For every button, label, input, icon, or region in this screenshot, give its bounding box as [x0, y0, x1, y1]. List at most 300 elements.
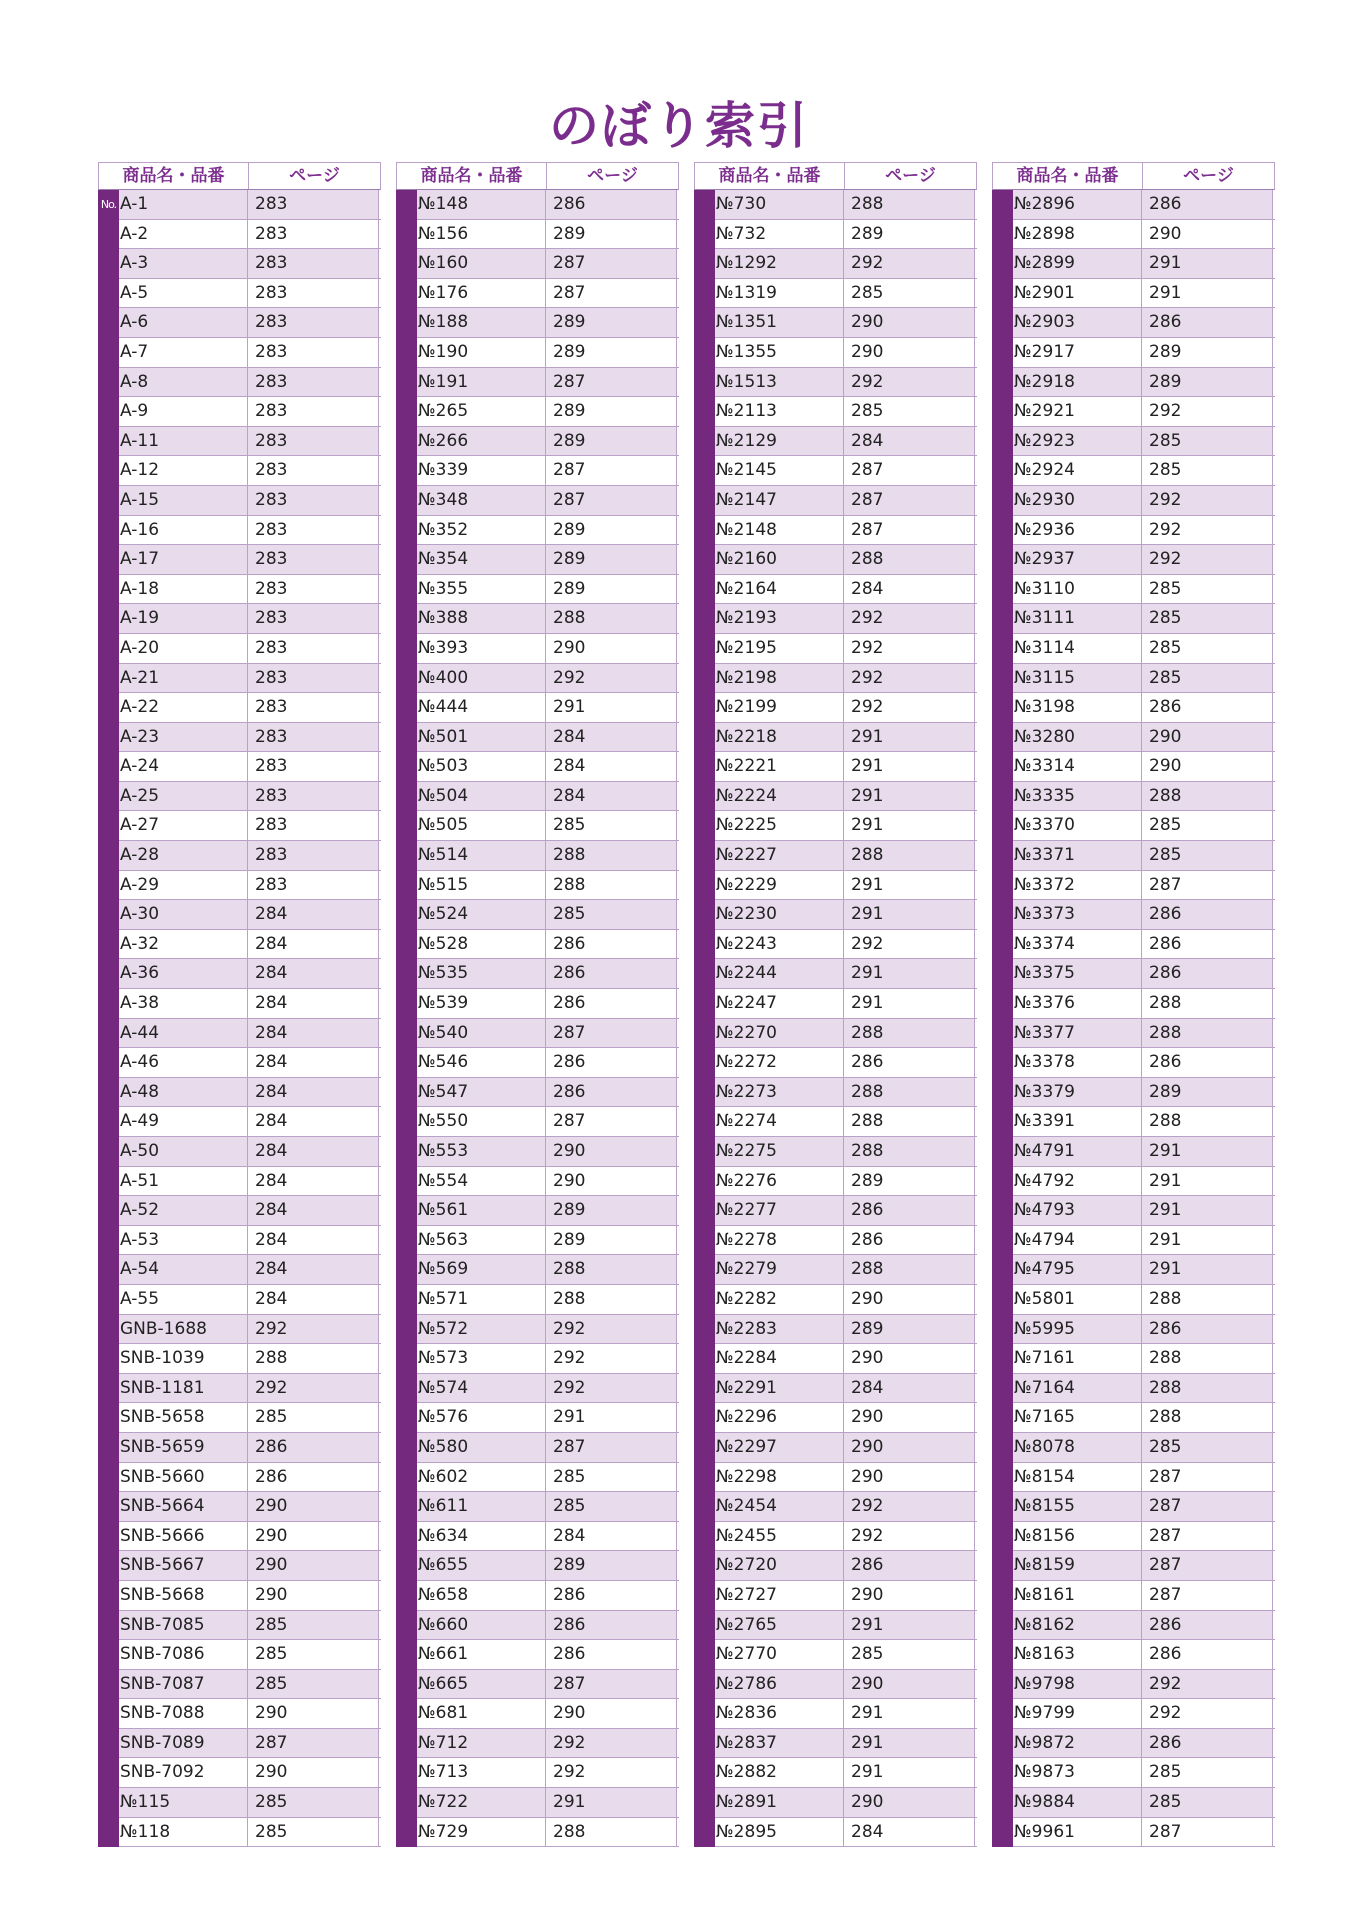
page-number-cell: 289 [546, 220, 677, 249]
table-row [98, 190, 381, 220]
page-number-cell: 289 [546, 1226, 677, 1255]
page-number-cell: 290 [248, 1581, 379, 1610]
table-row [396, 516, 679, 546]
product-code-cell: №115 [119, 1788, 248, 1817]
product-code-cell: №2296 [715, 1403, 844, 1432]
product-code-cell: SNB-5660 [119, 1463, 248, 1492]
page-number-cell: 284 [248, 1019, 379, 1048]
product-code-cell: №2145 [715, 456, 844, 485]
product-code-cell: №400 [417, 664, 546, 693]
page-number-cell: 290 [844, 1433, 975, 1462]
table-row [694, 1315, 977, 1345]
product-code-cell: №514 [417, 841, 546, 870]
table-row [396, 1196, 679, 1226]
table-row [396, 1403, 679, 1433]
page-number-cell: 292 [844, 664, 975, 693]
product-code-cell: №550 [417, 1107, 546, 1136]
page-number-cell: 285 [248, 1640, 379, 1669]
table-row [98, 693, 381, 723]
product-code-cell: №3378 [1013, 1048, 1142, 1077]
product-code-cell: №503 [417, 752, 546, 781]
page-number-cell: 291 [844, 959, 975, 988]
page-number-cell: 291 [844, 1729, 975, 1758]
page-number-cell: 283 [248, 220, 379, 249]
page-number-cell: 292 [546, 664, 677, 693]
product-code-cell: №2895 [715, 1818, 844, 1847]
table-row [396, 1463, 679, 1493]
table-row [98, 397, 381, 427]
product-code-cell: №2297 [715, 1433, 844, 1462]
table-row [396, 811, 679, 841]
page-number-cell: 292 [844, 604, 975, 633]
page-number-cell: 291 [844, 782, 975, 811]
table-row [694, 1107, 977, 1137]
page-number-cell: 288 [844, 1255, 975, 1284]
page-column-header: ページ [1183, 166, 1234, 186]
page-number-cell: 286 [1142, 1048, 1273, 1077]
table-row [98, 1315, 381, 1345]
product-code-cell: A-19 [119, 604, 248, 633]
page-column-header: ページ [885, 166, 936, 186]
table-row [992, 1226, 1275, 1256]
table-row [98, 220, 381, 250]
table-header [694, 162, 977, 190]
product-code-cell: №2282 [715, 1285, 844, 1314]
product-code-cell: №1292 [715, 249, 844, 278]
table-row [396, 397, 679, 427]
product-code-cell: №8156 [1013, 1522, 1142, 1551]
side-accent-bar [992, 190, 1013, 1847]
product-code-cell: №9799 [1013, 1699, 1142, 1728]
product-code-cell: A-15 [119, 486, 248, 515]
table-row [396, 1315, 679, 1345]
product-code-cell: SNB-5667 [119, 1551, 248, 1580]
table-row [694, 1492, 977, 1522]
page-number-cell: 283 [248, 871, 379, 900]
product-code-cell: №190 [417, 338, 546, 367]
page-number-cell: 285 [248, 1670, 379, 1699]
page-number-cell: 284 [248, 1078, 379, 1107]
table-row [98, 1699, 381, 1729]
table-row [396, 1226, 679, 1256]
product-code-cell: №2277 [715, 1196, 844, 1225]
product-code-cell: №2164 [715, 575, 844, 604]
table-row [98, 338, 381, 368]
table-row [98, 1758, 381, 1788]
product-code-cell: №2765 [715, 1611, 844, 1640]
product-code-cell: A-53 [119, 1226, 248, 1255]
page-number-cell: 287 [1142, 1818, 1273, 1847]
page-number-cell: 288 [546, 604, 677, 633]
page-number-cell: 285 [1142, 1758, 1273, 1787]
product-code-cell: №2770 [715, 1640, 844, 1669]
product-code-cell: №8078 [1013, 1433, 1142, 1462]
table-row [992, 1255, 1275, 1285]
product-code-cell: №156 [417, 220, 546, 249]
product-code-cell: №732 [715, 220, 844, 249]
page-number-cell: 290 [546, 1137, 677, 1166]
table-row [992, 427, 1275, 457]
table-row [396, 1581, 679, 1611]
table-row [396, 1551, 679, 1581]
page-number-cell: 292 [844, 249, 975, 278]
page-number-cell: 286 [1142, 930, 1273, 959]
page-number-cell: 290 [1142, 220, 1273, 249]
table-row [992, 1818, 1275, 1848]
product-code-cell: A-11 [119, 427, 248, 456]
table-row [694, 1285, 977, 1315]
product-code-cell: A-48 [119, 1078, 248, 1107]
table-row [694, 1078, 977, 1108]
table-row [98, 1581, 381, 1611]
product-code-cell: №2786 [715, 1670, 844, 1699]
page-number-cell: 287 [1142, 1551, 1273, 1580]
product-code-cell: №2227 [715, 841, 844, 870]
table-row [396, 634, 679, 664]
page-number-cell: 285 [1142, 427, 1273, 456]
page-number-cell: 283 [248, 545, 379, 574]
product-code-cell: №2921 [1013, 397, 1142, 426]
page-number-cell: 289 [546, 1196, 677, 1225]
page-number-cell: 287 [844, 456, 975, 485]
product-code-cell: №354 [417, 545, 546, 574]
page-number-cell: 283 [248, 841, 379, 870]
product-code-cell: №2896 [1013, 190, 1142, 219]
table-row [396, 249, 679, 279]
side-accent-bar [396, 190, 417, 1847]
table-row [694, 249, 977, 279]
product-code-cell: A-50 [119, 1137, 248, 1166]
product-code-cell: №191 [417, 368, 546, 397]
page-number-cell: 287 [1142, 1492, 1273, 1521]
product-code-cell: №2229 [715, 871, 844, 900]
page-number-cell: 291 [1142, 1226, 1273, 1255]
page-number-cell: 290 [1142, 752, 1273, 781]
table-row [98, 1551, 381, 1581]
page-number-cell: 287 [546, 249, 677, 278]
product-code-cell: №7165 [1013, 1403, 1142, 1432]
product-code-cell: №501 [417, 723, 546, 752]
product-code-cell: №2936 [1013, 516, 1142, 545]
table-row [396, 1107, 679, 1137]
product-code-cell: №9961 [1013, 1818, 1142, 1847]
page-number-cell: 284 [844, 1374, 975, 1403]
product-code-cell: №3375 [1013, 959, 1142, 988]
product-code-cell: №2278 [715, 1226, 844, 1255]
page-number-cell: 292 [1142, 1699, 1273, 1728]
page-number-cell: 291 [1142, 249, 1273, 278]
product-code-cell: SNB-7089 [119, 1729, 248, 1758]
page-number-cell: 286 [844, 1226, 975, 1255]
page-number-cell: 289 [1142, 338, 1273, 367]
side-accent-bar [98, 190, 119, 1847]
table-row [694, 486, 977, 516]
table-row [992, 1551, 1275, 1581]
page-number-cell: 289 [844, 220, 975, 249]
page-number-cell: 291 [1142, 1167, 1273, 1196]
table-row [396, 338, 679, 368]
page-number-cell: 288 [844, 545, 975, 574]
page-number-cell: 285 [1142, 811, 1273, 840]
page-number-cell: 285 [844, 1640, 975, 1669]
product-code-cell: №2247 [715, 989, 844, 1018]
table-row [694, 1581, 977, 1611]
page-number-cell: 289 [546, 397, 677, 426]
page-number-cell: 286 [1142, 1729, 1273, 1758]
page-number-cell: 291 [1142, 1137, 1273, 1166]
table-row [694, 545, 977, 575]
page-number-cell: 287 [546, 1019, 677, 1048]
product-code-cell: №2918 [1013, 368, 1142, 397]
table-row [98, 575, 381, 605]
product-code-cell: A-9 [119, 397, 248, 426]
product-code-cell: №2193 [715, 604, 844, 633]
product-code-cell: SNB-7085 [119, 1611, 248, 1640]
table-row [992, 811, 1275, 841]
table-row [694, 1433, 977, 1463]
table-row [98, 1255, 381, 1285]
table-row [694, 1344, 977, 1374]
table-row [98, 545, 381, 575]
page-number-cell: 283 [248, 486, 379, 515]
product-code-cell: №571 [417, 1285, 546, 1314]
page-number-cell: 283 [248, 634, 379, 663]
product-code-cell: №9884 [1013, 1788, 1142, 1817]
product-code-cell: №569 [417, 1255, 546, 1284]
table-row [992, 190, 1275, 220]
table-row [992, 338, 1275, 368]
product-code-cell: A-27 [119, 811, 248, 840]
table-row [694, 1611, 977, 1641]
table-row [694, 604, 977, 634]
product-code-cell: №2455 [715, 1522, 844, 1551]
product-code-cell: №2882 [715, 1758, 844, 1787]
table-row [396, 1758, 679, 1788]
product-code-cell: №535 [417, 959, 546, 988]
product-code-cell: №2720 [715, 1551, 844, 1580]
table-row [694, 811, 977, 841]
page-number-cell: 290 [248, 1758, 379, 1787]
product-code-cell: №713 [417, 1758, 546, 1787]
page-number-cell: 286 [844, 1048, 975, 1077]
page-number-cell: 285 [248, 1818, 379, 1847]
product-code-cell: №553 [417, 1137, 546, 1166]
page-number-cell: 285 [248, 1788, 379, 1817]
page-number-cell: 284 [844, 1818, 975, 1847]
page-number-cell: 286 [546, 190, 677, 219]
table-row [396, 1699, 679, 1729]
table-row [396, 930, 679, 960]
page-number-cell: 287 [546, 1670, 677, 1699]
product-code-cell: №2218 [715, 723, 844, 752]
table-row [396, 486, 679, 516]
product-code-cell: №2923 [1013, 427, 1142, 456]
page-number-cell: 292 [844, 930, 975, 959]
table-row [98, 1196, 381, 1226]
table-row [992, 1463, 1275, 1493]
page-number-cell: 292 [546, 1729, 677, 1758]
page-number-cell: 287 [248, 1729, 379, 1758]
table-row [98, 989, 381, 1019]
table-row [98, 1374, 381, 1404]
product-code-cell: №2129 [715, 427, 844, 456]
product-code-cell: A-29 [119, 871, 248, 900]
product-code-cell: №5995 [1013, 1315, 1142, 1344]
page-number-cell: 283 [248, 752, 379, 781]
table-row [992, 959, 1275, 989]
table-row [694, 693, 977, 723]
table-row [396, 575, 679, 605]
page-number-cell: 291 [1142, 1255, 1273, 1284]
table-row [98, 900, 381, 930]
product-code-cell: №3111 [1013, 604, 1142, 633]
page-number-cell: 292 [844, 368, 975, 397]
table-row [396, 871, 679, 901]
table-row [694, 308, 977, 338]
table-row [396, 1670, 679, 1700]
page-number-cell: 288 [1142, 1107, 1273, 1136]
product-code-cell: №504 [417, 782, 546, 811]
table-row [694, 1137, 977, 1167]
page-number-cell: 284 [248, 1048, 379, 1077]
page-number-cell: 288 [1142, 782, 1273, 811]
table-header [98, 162, 381, 190]
page-number-cell: 288 [1142, 1285, 1273, 1314]
table-row [992, 989, 1275, 1019]
page-column-header: ページ [587, 166, 638, 186]
table-row [992, 1048, 1275, 1078]
table-row [98, 427, 381, 457]
table-row [98, 1522, 381, 1552]
page-number-cell: 283 [248, 723, 379, 752]
table-row [694, 634, 977, 664]
page-number-cell: 286 [1142, 900, 1273, 929]
product-code-cell: №7161 [1013, 1344, 1142, 1373]
product-code-cell: №2160 [715, 545, 844, 574]
page-number-cell: 286 [1142, 190, 1273, 219]
page-number-cell: 286 [546, 1078, 677, 1107]
product-code-cell: №2279 [715, 1255, 844, 1284]
page-number-cell: 284 [546, 1522, 677, 1551]
table-row [694, 664, 977, 694]
product-code-cell: №3110 [1013, 575, 1142, 604]
table-row [694, 220, 977, 250]
page-number-cell: 287 [844, 486, 975, 515]
table-row [694, 397, 977, 427]
product-code-cell: №2291 [715, 1374, 844, 1403]
product-code-cell: №2727 [715, 1581, 844, 1610]
page-number-cell: 283 [248, 427, 379, 456]
product-code-cell: №393 [417, 634, 546, 663]
product-code-cell: №4794 [1013, 1226, 1142, 1255]
page-number-cell: 283 [248, 190, 379, 219]
table-row [396, 1729, 679, 1759]
table-row [396, 782, 679, 812]
product-code-cell: SNB-7092 [119, 1758, 248, 1787]
table-row [992, 575, 1275, 605]
product-code-cell: №602 [417, 1463, 546, 1492]
table-row [694, 1019, 977, 1049]
table-row [694, 1226, 977, 1256]
page-number-cell: 290 [546, 1167, 677, 1196]
page-number-cell: 289 [844, 1167, 975, 1196]
page-title: のぼり索引 [549, 97, 809, 155]
table-row [694, 338, 977, 368]
table-row [992, 1581, 1275, 1611]
table-row [992, 516, 1275, 546]
page-number-cell: 287 [546, 1433, 677, 1462]
product-code-cell: №712 [417, 1729, 546, 1758]
table-row [98, 1107, 381, 1137]
product-code-cell: №611 [417, 1492, 546, 1521]
product-code-cell: SNB-5664 [119, 1492, 248, 1521]
page-number-cell: 291 [844, 1699, 975, 1728]
product-code-cell: №4795 [1013, 1255, 1142, 1284]
table-row [396, 989, 679, 1019]
page-number-cell: 284 [248, 1226, 379, 1255]
page-number-cell: 292 [1142, 486, 1273, 515]
page-number-cell: 285 [1142, 634, 1273, 663]
table-row [992, 279, 1275, 309]
table-body [396, 190, 679, 1847]
product-code-cell: №2224 [715, 782, 844, 811]
page-number-cell: 286 [1142, 693, 1273, 722]
product-code-cell: A-32 [119, 930, 248, 959]
page-number-cell: 283 [248, 516, 379, 545]
page-number-cell: 284 [248, 1167, 379, 1196]
product-code-cell: №3372 [1013, 871, 1142, 900]
product-code-cell: №524 [417, 900, 546, 929]
page-number-cell: 285 [1142, 1788, 1273, 1817]
table-row [992, 368, 1275, 398]
table-row [694, 279, 977, 309]
page-number-cell: 284 [248, 1137, 379, 1166]
page-number-cell: 292 [844, 634, 975, 663]
product-code-cell: №634 [417, 1522, 546, 1551]
page-number-cell: 292 [1142, 545, 1273, 574]
product-code-cell: №2113 [715, 397, 844, 426]
table-row [98, 604, 381, 634]
page-number-cell: 284 [546, 723, 677, 752]
product-code-cell: №515 [417, 871, 546, 900]
table-row [396, 604, 679, 634]
page-number-cell: 285 [546, 900, 677, 929]
table-row [694, 190, 977, 220]
page-number-cell: 283 [248, 693, 379, 722]
table-row [992, 1315, 1275, 1345]
page-number-cell: 288 [844, 841, 975, 870]
product-code-cell: №730 [715, 190, 844, 219]
product-code-cell: №2225 [715, 811, 844, 840]
page-number-cell: 287 [546, 456, 677, 485]
table-row [396, 1137, 679, 1167]
product-code-cell: A-5 [119, 279, 248, 308]
page-number-cell: 284 [248, 989, 379, 1018]
product-code-cell: №9873 [1013, 1758, 1142, 1787]
product-code-cell: №8163 [1013, 1640, 1142, 1669]
page-number-cell: 286 [248, 1463, 379, 1492]
product-code-cell: №2244 [715, 959, 844, 988]
table-row [98, 456, 381, 486]
product-code-cell: №8154 [1013, 1463, 1142, 1492]
name-column-header: 商品名・品番 [397, 163, 547, 189]
page-number-cell: 286 [546, 1048, 677, 1077]
table-row [992, 723, 1275, 753]
table-row [992, 1699, 1275, 1729]
product-code-cell: №388 [417, 604, 546, 633]
page-number-cell: 288 [844, 1137, 975, 1166]
table-row [992, 1403, 1275, 1433]
